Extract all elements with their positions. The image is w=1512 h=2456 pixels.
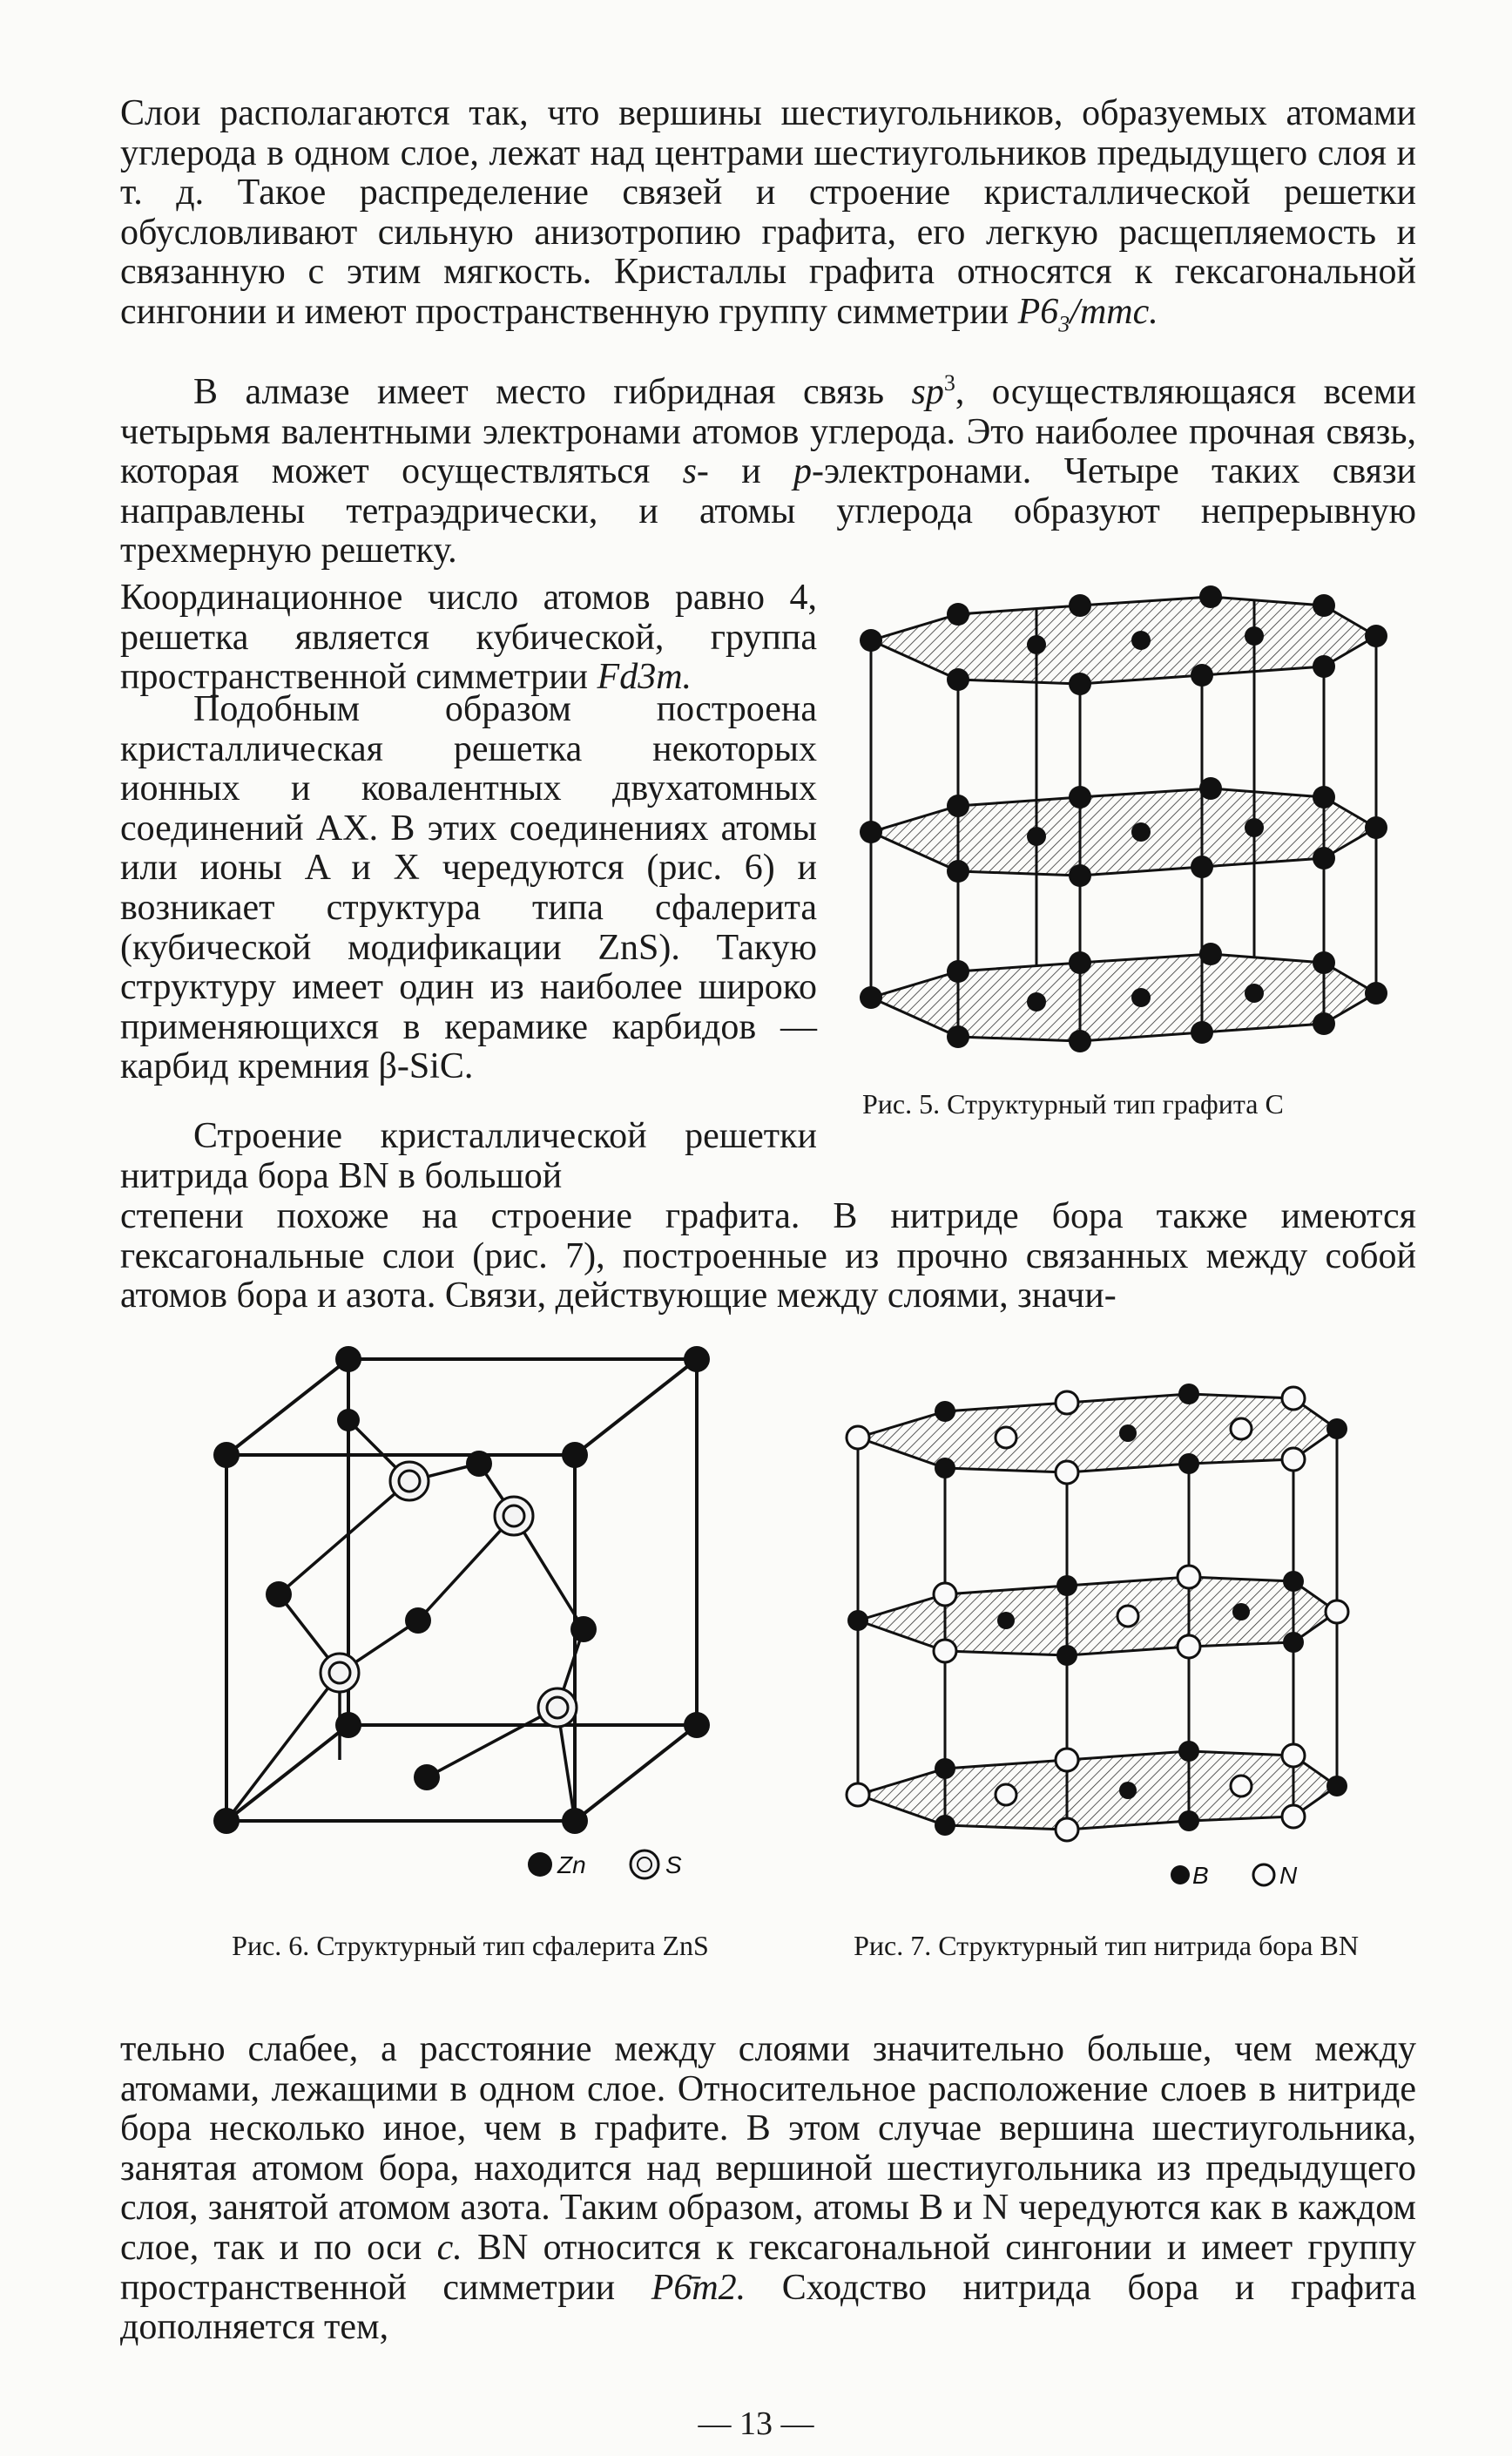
fig6-legend xyxy=(528,1850,682,1878)
paragraph-1: Слои располагаются так, что вершины шестиугольников, образуемых атомами углерода в одном слое, лежат над центрами шестиугольников предыдущего слоя и т. д. Такое распределение связей и строение кристаллической решетки обусловливают сильную анизотропию графита, его легкую расщепляемость и связанную с этим мягкость. Кристаллы графита относятся к гексагональной сингонии и имеют пространственную группу симметрии $P6_3$/mmc. xyxy=(120,93,1416,337)
figure-5-graphite-structure xyxy=(836,571,1411,1059)
paragraph-5b: степени похоже на строение графита. В нитриде бора также имеются гексагональные слои (рис. 7), построенные из прочно связанных между собой атомов бора и азота. Связи, действующие между слоями, значи- xyxy=(120,1196,1416,1316)
paragraph-2: В алмазе имеет место гибридная связь $sp^3$, осуществляющаяся всеми четырьмя валентными электронами атомов углерода. Это наиболее прочная связь, которая может осуществляться s- и p-электронами. Четыре таких связи направлены тетраэдрически, и атомы углерода образуют непрерывную трехмерную решетку. xyxy=(120,370,1417,572)
s-legend-icon xyxy=(631,1850,658,1878)
n-legend-icon xyxy=(1253,1864,1274,1885)
zn-atoms xyxy=(213,1346,710,1834)
page-number: — 13 — xyxy=(698,2405,814,2442)
s-legend-label: S xyxy=(665,1851,682,1878)
zn-legend-icon xyxy=(528,1852,552,1877)
b-legend-label: B xyxy=(1192,1862,1209,1889)
figure-5-caption: Рис. 5. Структурный тип графита C xyxy=(862,1088,1284,1120)
paragraph-5a: Строение кристаллической решетки нитрида бора BN в большой xyxy=(120,1116,817,1196)
figure-7-caption: Рис. 7. Структурный тип нитрида бора BN xyxy=(854,1930,1359,1961)
graphite-layer-middle xyxy=(871,788,1376,876)
figure-6-caption: Рис. 6. Структурный тип сфалерита ZnS xyxy=(232,1930,709,1961)
graphite-layer-bottom xyxy=(871,954,1376,1041)
paragraph-3: Координационное число атомов равно 4, решетка является кубической, группа пространственной симметрии Fd3m. xyxy=(120,578,817,698)
paragraph-4: Подобным образом построена кристаллическая решетка некоторых ионных и ковалентных двухатомных соединений AX. В этих соединениях атомы или ионы A и X чередуются (рис. 6) и возникает структура типа сфалерита (кубической модификации ZnS). Такую структуру имеет один из наиболее широко применяющихся в керамике карбидов — карбид кремния β-SiC. xyxy=(120,689,817,1087)
cube-edges xyxy=(226,1359,697,1821)
figure-6-sphalerite-structure xyxy=(192,1342,749,1882)
s-atoms xyxy=(321,1462,577,1727)
n-legend-label: N xyxy=(1279,1862,1298,1889)
graphite-layer-top xyxy=(871,597,1376,684)
b-legend-icon xyxy=(1171,1865,1190,1884)
paragraph-6: тельно слабее, а расстояние между слоями значительно больше, чем между атомами, лежащими в одном слое. Относительное расположение слоев в нитриде бора несколько иное, чем в графите. В этом случае вершина шестиугольника, занятая атомом бора, находится над вершиной шестиугольника из предыдущего слоя, занятой атомом азота. Таким образом, атомы B и N чередуются как в каждом слое, так и по оси c. BN относится к гексагональной сингонии и имеет группу пространственной симметрии P6̄m2. Сходство нитрида бора и графита дополняется тем, xyxy=(120,2029,1417,2348)
figure-7-boron-nitride-structure xyxy=(840,1359,1354,1891)
bn-layers xyxy=(858,1394,1337,1830)
fig7-legend xyxy=(1171,1862,1298,1889)
zn-legend-label: Zn xyxy=(557,1851,586,1878)
